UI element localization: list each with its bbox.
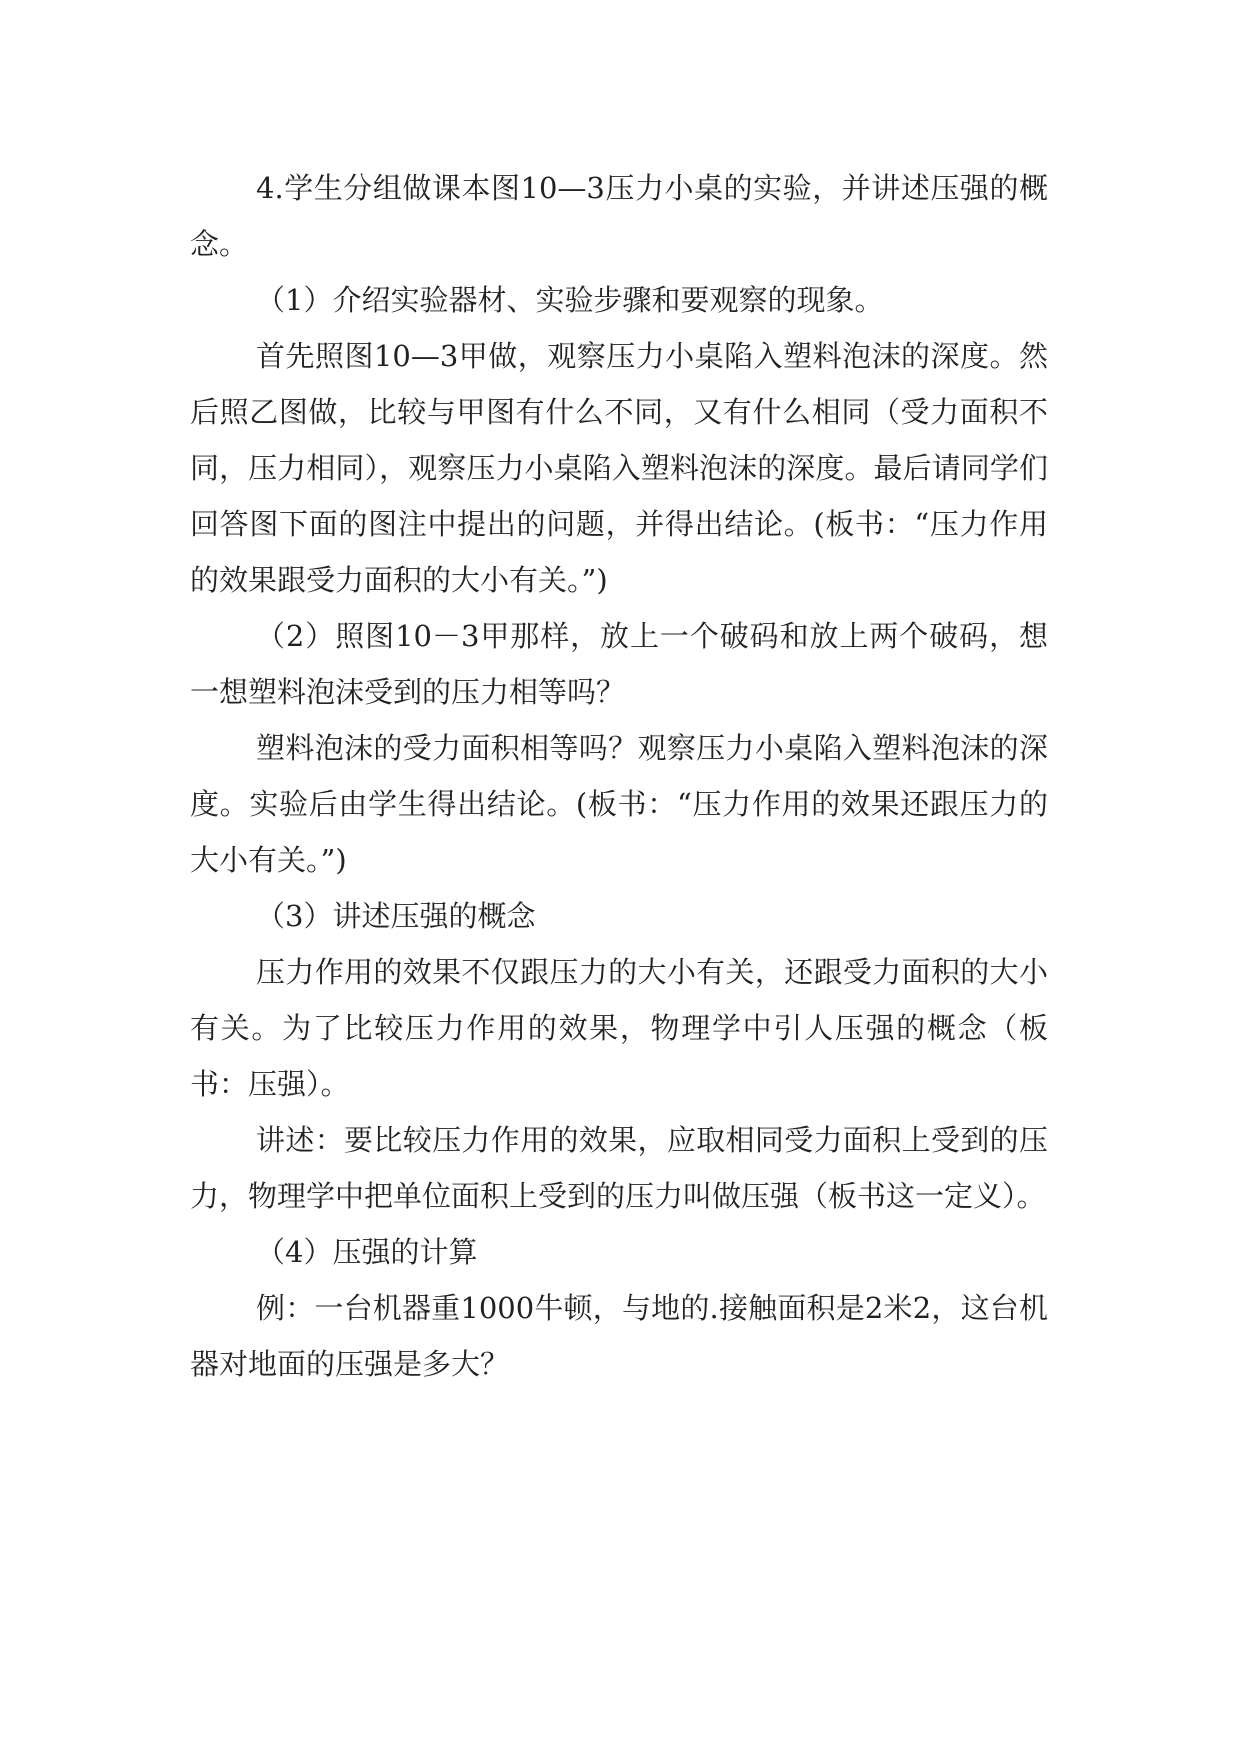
paragraph-pressure-intro: 压力作用的效果不仅跟压力的大小有关，还跟受力面积的大小有关。为了比较压力作用的效果，物理学中引人压强的概念（板书：压强）。	[190, 955, 1048, 1101]
document-body	[190, 160, 1048, 1392]
paragraph-pressure-definition: 讲述：要比较压力作用的效果，应取相同受力面积上受到的压力，物理学中把单位面积上受到的压力叫做压强（板书这一定义）。	[190, 1123, 1048, 1213]
paragraph-example-problem: 例：一台机器重1000牛顿，与地的.接触面积是2米2，这台机器对地面的压强是多大？	[190, 1291, 1048, 1381]
paragraph-item-2-question: （2）照图10－3甲那样，放上一个破码和放上两个破码，想一想塑料泡沫受到的压力相等吗？	[190, 619, 1048, 709]
paragraph-item-3-heading: （3）讲述压强的概念	[256, 899, 536, 933]
paragraph-procedure: 首先照图10—3甲做，观察压力小桌陷入塑料泡沫的深度。然后照乙图做，比较与甲图有什么不同，又有什么相同（受力面积不同，压力相同），观察压力小桌陷入塑料泡沫的深度。最后请同学们回答图下面的图注中提出的问题，并得出结论。(板书：“压力作用的效果跟受力面积的大小有关。”)	[190, 339, 1048, 597]
paragraph-step-4: 4.学生分组做课本图10—3压力小桌的实验，并讲述压强的概念。	[190, 171, 1048, 261]
paragraph-item-2-conclusion: 塑料泡沫的受力面积相等吗？观察压力小桌陷入塑料泡沫的深度。实验后由学生得出结论。(板书：“压力作用的效果还跟压力的大小有关。”)	[190, 731, 1048, 877]
paragraph-item-1-heading: （1）介绍实验器材、实验步骤和要观察的现象。	[256, 283, 884, 317]
paragraph-item-4-heading: （4）压强的计算	[256, 1235, 478, 1269]
